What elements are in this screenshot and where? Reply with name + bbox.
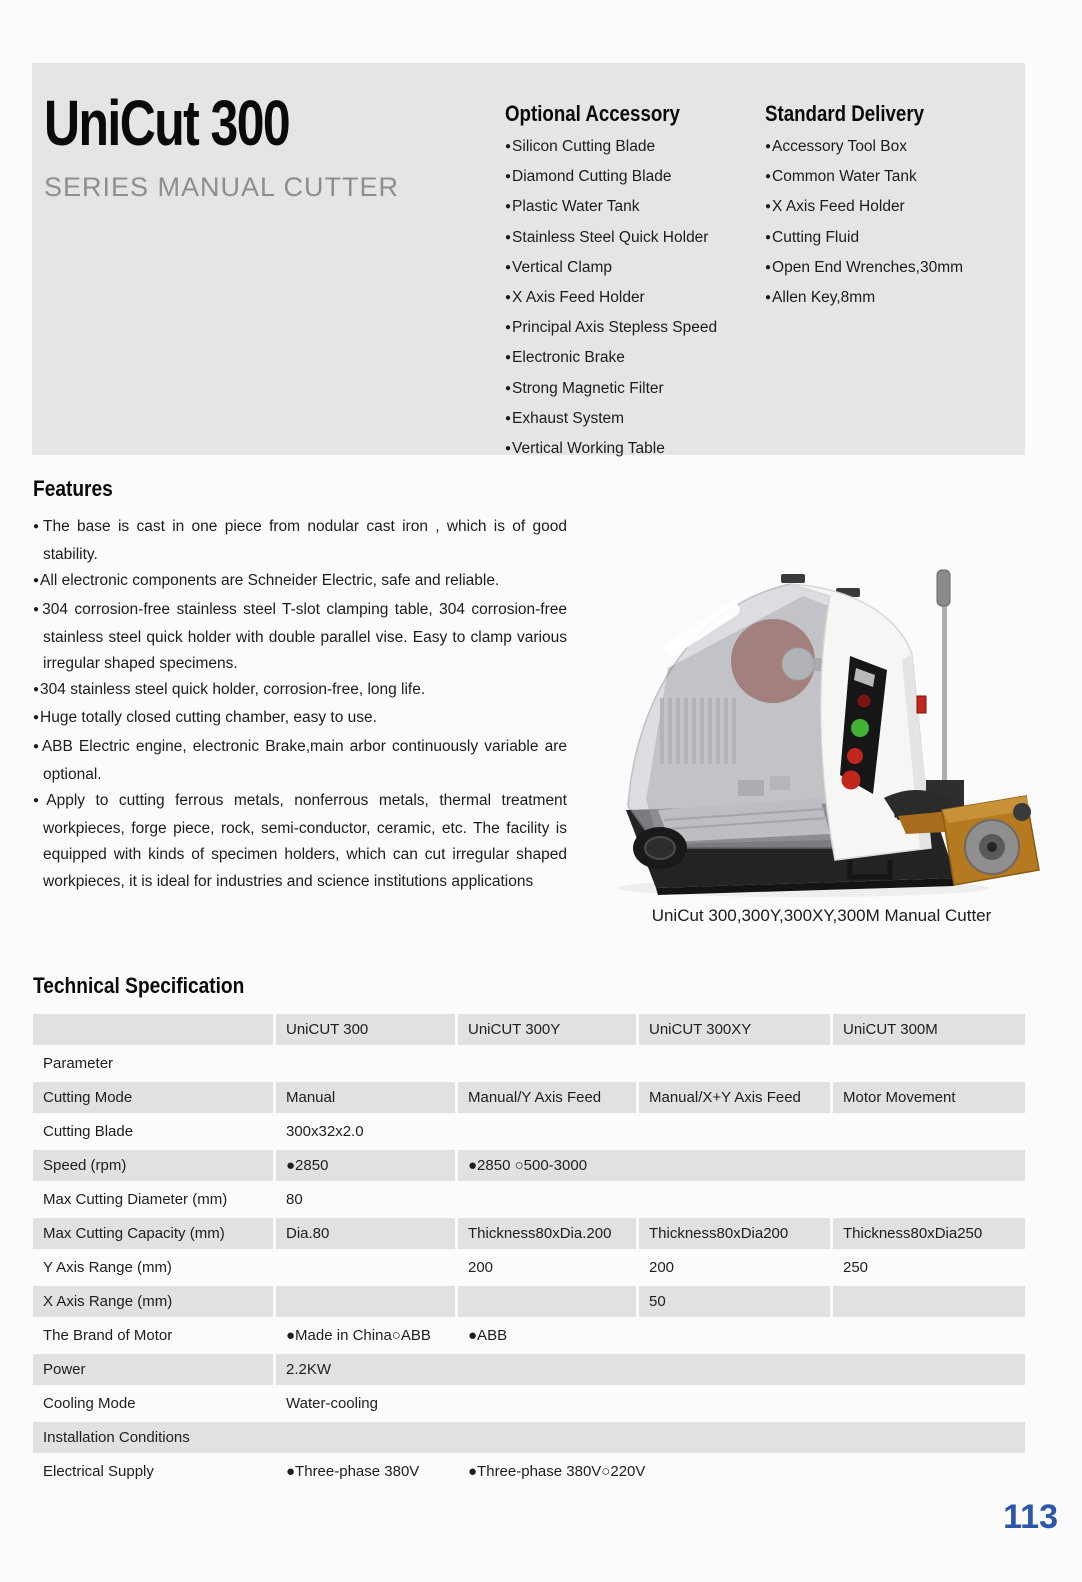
- spec-row-label: [33, 1014, 273, 1045]
- spec-row-label: The Brand of Motor: [43, 1327, 173, 1344]
- feature-item: ● 304 corrosion-free stainless steel T-slot clamping table, 304 corrosion-free stainless steel quick holder with double parallel vise. Easy to clamp various irregular shaped specimens.: [33, 597, 567, 678]
- optional-accessory-item: ● Plastic Water Tank: [505, 193, 770, 223]
- spec-row: [33, 1286, 1025, 1317]
- optional-accessory-item: ● Silicon Cutting Blade: [505, 133, 770, 163]
- standard-delivery-list: [765, 133, 1020, 314]
- page-number: 113: [1003, 1498, 1058, 1536]
- spec-cell-value: ●Made in China○ABB: [286, 1327, 431, 1344]
- optional-accessory-item: ● Electronic Brake: [505, 344, 770, 374]
- spec-cell-value: 300x32x2.0: [286, 1123, 364, 1140]
- optional-accessory-item: ● Principal Axis Stepless Speed: [505, 314, 770, 344]
- standard-delivery-item: ● Common Water Tank: [765, 163, 1020, 193]
- spec-cell-value: Thickness80xDia.200: [458, 1218, 636, 1249]
- product-caption: UniCut 300,300Y,300XY,300M Manual Cutter: [651, 906, 992, 925]
- spec-cell-value: Thickness80xDia250: [833, 1218, 1025, 1249]
- spec-cell-value: 250: [843, 1259, 869, 1276]
- spec-cell-value: UniCUT 300XY: [639, 1014, 830, 1045]
- spec-cell-value: UniCUT 300: [276, 1014, 455, 1045]
- spec-row-label: Power: [33, 1354, 273, 1385]
- spec-row: [33, 1388, 1025, 1419]
- spec-row: [33, 1048, 1025, 1079]
- spec-row-label: Cutting Blade: [43, 1123, 134, 1140]
- standard-delivery-heading: Standard Delivery: [765, 101, 925, 126]
- spec-row: [33, 1252, 1025, 1283]
- standard-delivery-item: ● Allen Key,8mm: [765, 284, 1020, 314]
- spec-row-label: Electrical Supply: [43, 1463, 154, 1480]
- optional-accessory-item: ● Vertical Working Table: [505, 435, 770, 465]
- spec-cell-value: ●2850 ○500-3000: [458, 1150, 1025, 1181]
- optional-accessory-item: ● Vertical Clamp: [505, 254, 770, 284]
- spec-cell-value: [833, 1286, 1025, 1317]
- optional-accessory-item: ● X Axis Feed Holder: [505, 284, 770, 314]
- spec-row-label: Y Axis Range (mm): [43, 1259, 172, 1276]
- optional-accessory-item: ● Strong Magnetic Filter: [505, 375, 770, 405]
- product-image: [598, 548, 1045, 904]
- spec-row: [33, 1354, 1025, 1385]
- features-heading: Features: [33, 476, 113, 501]
- spec-cell-value: Thickness80xDia200: [639, 1218, 830, 1249]
- standard-delivery-item: ● Cutting Fluid: [765, 224, 1020, 254]
- spec-cell-value: 2.2KW: [276, 1354, 1025, 1385]
- standard-delivery-section: [765, 101, 1020, 314]
- spec-row-label: X Axis Range (mm): [33, 1286, 273, 1317]
- optional-accessory-heading: Optional Accessory: [505, 101, 680, 126]
- spec-cell-value: UniCUT 300Y: [458, 1014, 636, 1045]
- spec-row: [33, 1456, 1025, 1487]
- feature-item: ● Huge totally closed cutting chamber, easy to use.: [33, 705, 567, 733]
- feature-item: ● Apply to cutting ferrous metals, nonferrous metals, thermal treatment workpieces, forge piece, rock, semi-conductor, ceramic, etc. The facility is equipped with kinds of specimen holders, which can cut irregular shaped workpieces, it is ideal for industries and science institutions applications: [33, 788, 567, 895]
- optional-accessory-list: [505, 133, 770, 465]
- spec-row: [33, 1014, 1025, 1045]
- feature-item: ● ABB Electric engine, electronic Brake,main arbor continuously variable are optional.: [33, 734, 567, 788]
- spec-row-label: Cooling Mode: [43, 1395, 136, 1412]
- spec-cell-value: [276, 1286, 455, 1317]
- spec-row: [33, 1150, 1025, 1181]
- spec-row: [33, 1184, 1025, 1215]
- spec-cell-value: ●Three-phase 380V: [286, 1463, 420, 1480]
- spec-cell-value: UniCUT 300M: [833, 1014, 1025, 1045]
- header-block: [32, 63, 1025, 458]
- spec-row-label: Cutting Mode: [33, 1082, 273, 1113]
- optional-accessory-item: ● Exhaust System: [505, 405, 770, 435]
- optional-accessory-item: ● Diamond Cutting Blade: [505, 163, 770, 193]
- feature-item: ● The base is cast in one piece from nodular cast iron , which is of good stability.: [33, 514, 567, 568]
- spec-cell-value: 50: [639, 1286, 830, 1317]
- spec-row: [33, 1422, 1025, 1453]
- product-title: UniCut 300: [44, 87, 290, 159]
- spec-heading: Technical Specification: [33, 973, 245, 998]
- spec-row: [33, 1116, 1025, 1147]
- spec-cell-value: 200: [468, 1259, 494, 1276]
- spec-row-label: Max Cutting Diameter (mm): [43, 1191, 228, 1208]
- standard-delivery-item: ● Accessory Tool Box: [765, 133, 1020, 163]
- spec-cell-value: 200: [649, 1259, 675, 1276]
- spec-cell-value: ●ABB: [468, 1327, 508, 1344]
- spec-row: [33, 1320, 1025, 1351]
- spec-cell-value: Motor Movement: [833, 1082, 1025, 1113]
- spec-cell-value: [276, 1252, 455, 1283]
- feature-item: ● All electronic components are Schneider Electric, safe and reliable.: [33, 568, 567, 596]
- spec-cell-value: ●Three-phase 380V○220V: [468, 1463, 646, 1480]
- spec-cell-value: ●2850: [276, 1150, 455, 1181]
- cutter-machine-illustration: [598, 548, 1045, 904]
- spec-row-label: Parameter: [43, 1055, 114, 1072]
- standard-delivery-item: ● Open End Wrenches,30mm: [765, 254, 1020, 284]
- spec-row-label: Speed (rpm): [33, 1150, 273, 1181]
- spec-row: [33, 1218, 1025, 1249]
- product-subtitle: SERIES MANUAL CUTTER: [44, 172, 400, 202]
- spec-cell-value: Manual/Y Axis Feed: [458, 1082, 636, 1113]
- spec-cell-value: Manual: [276, 1082, 455, 1113]
- spec-cell-value: Dia.80: [276, 1218, 455, 1249]
- spec-row-label: Installation Conditions: [33, 1422, 1025, 1453]
- optional-accessory-section: [505, 101, 770, 465]
- features-list: [33, 514, 567, 895]
- optional-accessory-item: ● Stainless Steel Quick Holder: [505, 224, 770, 254]
- spec-cell-value: Manual/X+Y Axis Feed: [639, 1082, 830, 1113]
- spec-table: [33, 1014, 1025, 1490]
- spec-row: [33, 1082, 1025, 1113]
- spec-cell-value: Water-cooling: [286, 1395, 378, 1412]
- spec-row-label: Max Cutting Capacity (mm): [33, 1218, 273, 1249]
- spec-cell-value: 80: [286, 1191, 303, 1208]
- standard-delivery-item: ● X Axis Feed Holder: [765, 193, 1020, 223]
- spec-cell-value: [458, 1286, 636, 1317]
- feature-item: ● 304 stainless steel quick holder, corrosion-free, long life.: [33, 677, 567, 705]
